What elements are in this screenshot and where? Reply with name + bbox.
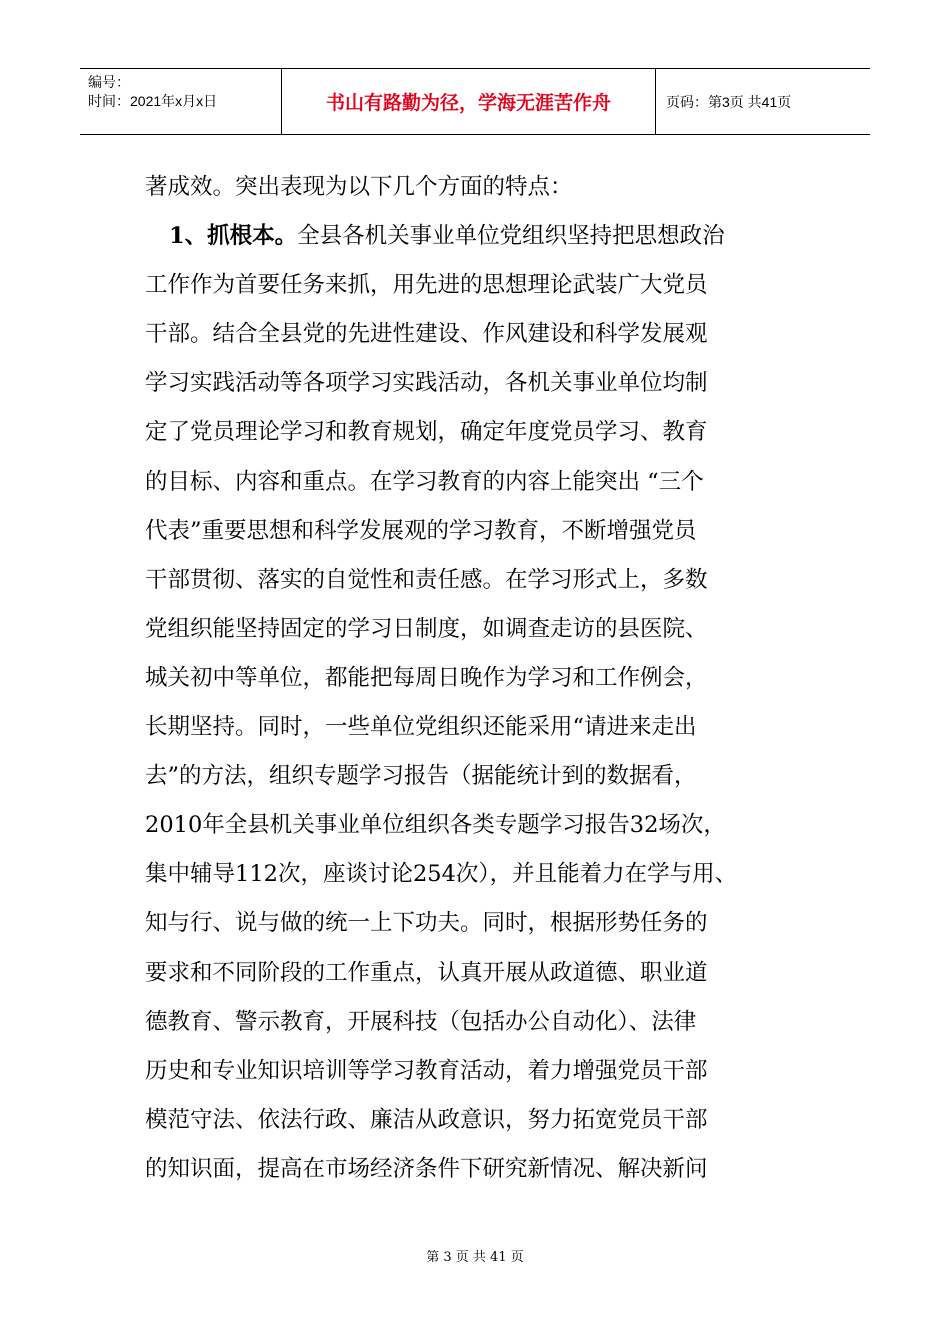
body-line: 德教育、警示教育，开展科技（包括办公自动化）、法律 (145, 1008, 697, 1035)
body-line: 学习实践活动等各项学习实践活动，各机关事业单位均制 (145, 370, 708, 397)
body-line: 2010年全县机关事业单位组织各类专题学习报告32场次， (145, 812, 726, 839)
time-label: 时间：2021年x月x日 (88, 93, 218, 109)
header-motto: 书山有路勤为径，学海无涯苦作舟 (282, 69, 656, 134)
body-line: 城关初中等单位，都能把每周日晚作为学习和工作例会， (145, 664, 708, 691)
body-line: 著成效。突出表现为以下几个方面的特点： (145, 174, 573, 200)
body-line-text: 全县各机关事业单位党组织坚持把思想政治 (297, 223, 725, 250)
body-line: 模范守法、依法行政、廉洁从政意识，努力拓宽党员干部 (145, 1106, 708, 1133)
page-header (80, 68, 870, 135)
body-line: 历史和专业知识培训等学习教育活动，着力增强党员干部 (145, 1057, 708, 1084)
body-line: 干部贯彻、落实的自觉性和责任感。在学习形式上，多数 (145, 566, 708, 593)
body-line-with-heading (145, 212, 825, 261)
body-line: 知与行、说与做的统一上下功夫。同时，根据形势任务的 (145, 910, 708, 937)
number-label: 编号： (88, 74, 130, 90)
body-line: 的目标、内容和重点。在学习教育的内容上能突出 “三个 (145, 468, 704, 495)
body-line: 长期坚持。同时，一些单位党组织还能采用“请进来走出 (145, 714, 697, 741)
body-line: 的知识面，提高在市场经济条件下研究新情况、解决新问 (145, 1155, 708, 1182)
header-meta (80, 69, 282, 134)
section-heading: 1、抓根本。 (169, 223, 298, 250)
body-line: 工作作为首要任务来抓，用先进的思想理论武装广大党员 (145, 272, 708, 299)
body-line: 去”的方法，组织专题学习报告（据能统计到的数据看， (145, 763, 697, 790)
body-line: 代表”重要思想和科学发展观的学习教育，不断增强党员 (145, 517, 697, 544)
body-line: 要求和不同阶段的工作重点，认真开展从政道德、职业道 (145, 959, 708, 986)
body-line: 集中辅导112次，座谈讨论254次），并且能着力在学与用、 (145, 861, 738, 888)
body-line: 党组织能坚持固定的学习日制度，如调查走访的县医院、 (145, 615, 708, 642)
body-line: 定了党员理论学习和教育规划，确定年度党员学习、教育 (145, 419, 708, 446)
body-line: 干部。结合全县党的先进性建设、作风建设和科学发展观 (145, 321, 708, 348)
document-body (145, 163, 825, 1194)
page-footer: 第 3 页 共 41 页 (426, 1250, 524, 1265)
header-page-info: 页码：第3页 共41页 (666, 93, 792, 110)
